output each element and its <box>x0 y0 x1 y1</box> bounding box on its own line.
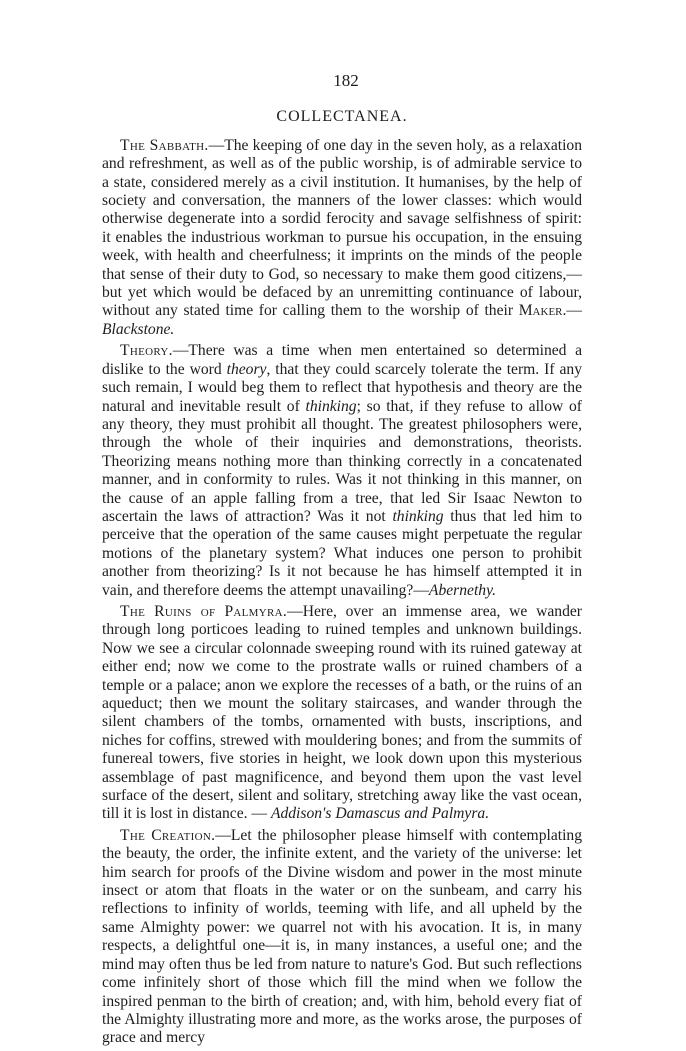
paragraph-source: Addison's Damascus and Palmyra. <box>270 805 490 823</box>
paragraph-palmyra <box>102 603 582 824</box>
paragraph-source: Blackstone. <box>102 320 175 338</box>
paragraph-body-end: .— <box>562 302 582 320</box>
paragraph-heading: The Sabbath. <box>120 136 209 154</box>
paragraph-sabbath <box>102 137 582 339</box>
paragraph-body: —Let the philosopher please himself with contemplating the beauty, the order, the infinite extent, and the variety of the universe: let him search for proofs of the Divine wisdom and power in the most minute insect or atom that floats in the water or on the sunbeam, and carry his reflections to infinity of worlds, teeming with life, and all upheld by the same Almighty power: we quarrel not with his avocation. It is, in many respects, a delightful one—it is, in many instances, a useful one; and the mind may often thus be led from nature to nature's God. But such reflections come infinitely short of those which fill the mind when we follow the inspired penman to the birth of creation; and, with him, behold every fiat of the Almighty illustrating more and more, as the works arose, the purposes of grace and mercy <box>102 826 583 1047</box>
emphasis-word: thinking <box>305 397 357 415</box>
book-page <box>102 72 582 1051</box>
paragraph-body: ; so that, if they refuse to allow of any theory, they must prohibit all thought. The greatest philosophers were, through the whole of their inquiries and demonstrations, theorists. Theorizing means nothing more than thinking correctly in a concatenated manner, and in conformity to rules. Was it not thinking in this manner, on the cause of an apple falling from a tree, that led Sir Isaac Newton to ascertain the laws of attraction? Was it not <box>102 397 582 525</box>
paragraph-heading: The Ruins of Palmyra. <box>120 602 288 620</box>
paragraph-creation <box>102 827 582 1048</box>
maker-word: Maker <box>518 302 563 320</box>
paragraph-body: , that they could scarcely tolerate the term. If any such remain, I would beg them to reflect that hypothesis and theory are the natural and inevitable result of <box>102 360 582 415</box>
paragraph-heading: Theory. <box>120 342 173 360</box>
emphasis-word: theory <box>226 360 267 378</box>
section-title: COLLECTANEA. <box>276 108 408 126</box>
paragraph-body: —There was a time when men entertained so determined a dislike to the word <box>102 342 582 378</box>
paragraph-theory <box>102 342 582 600</box>
emphasis-word: thinking <box>392 507 444 525</box>
paragraph-body: thus that led him to perceive that the operation of the same causes might perpetuate the regular motions of the planetary system? What induces one person to prohibit another from theorizing? Is it not because he has himself attempted it in vain, and therefore deems the attempt unavailing?— <box>102 507 583 599</box>
page-number: 182 <box>333 71 359 90</box>
paragraph-body: —The keeping of one day in the seven holy, as a relaxation and refreshment, as well as of the public worship, is of admirable service to a state, considered merely as a civil institution. It humanises, by the help of society and conversation, the manners of the lower classes: which would otherwise degenerate into a sordid ferocity and savage selfishness of spirit: it enables the industrious workman to pursue his occupation, in the ensuing week, with health and cheerfulness; it imprints on the minds of the people that sense of their duty to God, so necessary to make them good citizens,—but yet which would be defaced by an unremitting continuance of labour, without any stated time for calling them to the worship of their <box>102 136 582 320</box>
paragraph-heading: The Creation. <box>120 826 216 844</box>
paragraph-body: —Here, over an immense area, we wander through long porticoes leading to ruined temples and unknown buildings. Now we see a circular colonnade sweeping round with its ruined gateway at either end; now we come to the prostrate walls or ruined chambers of a temple or a palace; anon we explore the recesses of a bath, or the ruins of an aqueduct; then we mount the solitary staircases, and wander through the silent chambers of the tombs, ornamented with busts, inscriptions, and niches for coffins, strewed with mouldering bones; and from the summits of funereal towers, five stories in height, we look down upon this mysterious assemblage of past magnificence, and beyond them upon the vast level surface of the desert, silent and solitary, stretching away like the vast ocean, till it is lost in distance. — <box>102 602 582 823</box>
paragraph-source: Abernethy. <box>428 581 497 599</box>
